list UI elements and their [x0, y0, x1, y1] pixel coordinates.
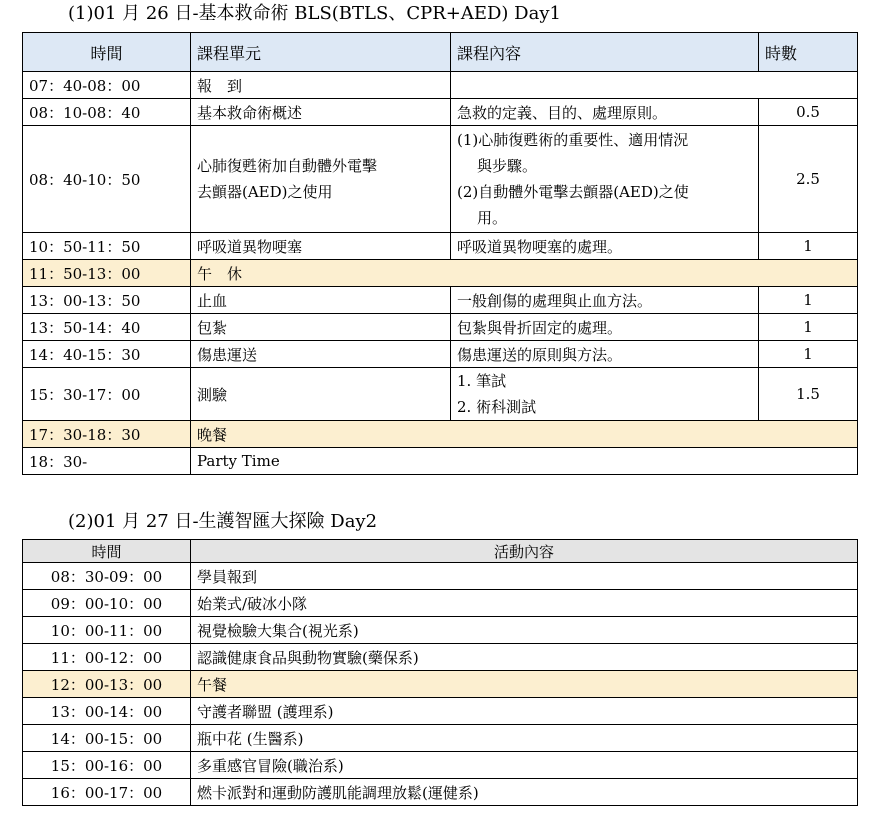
row-hours: 1 — [759, 233, 858, 260]
row-hours: 1.5 — [759, 368, 858, 421]
row-time: 15：30-17：00 — [23, 368, 191, 421]
table-row-break — [23, 671, 858, 698]
row-unit: 止血 — [191, 287, 451, 314]
table-row — [23, 644, 858, 671]
row-time: 08：10-08：40 — [23, 99, 191, 126]
row-activity: 午餐 — [191, 671, 858, 698]
row-content: 一般創傷的處理與止血方法。 — [451, 287, 759, 314]
header-content: 課程內容 — [451, 33, 759, 72]
table-row — [23, 314, 858, 341]
table-row — [23, 725, 858, 752]
row-time: 14：00-15：00 — [23, 725, 191, 752]
row-content: 呼吸道異物哽塞的處理。 — [451, 233, 759, 260]
row-activity: 認識健康食品與動物實驗(藥保系) — [191, 644, 858, 671]
row-time: 07：40-08：00 — [23, 72, 191, 99]
content-line: 用。 — [477, 209, 508, 227]
day2-schedule-table — [22, 539, 858, 806]
header-time: 時間 — [23, 540, 191, 563]
row-activity: 學員報到 — [191, 563, 858, 590]
row-unit: 包紮 — [191, 314, 451, 341]
row-content: 傷患運送的原則與方法。 — [451, 341, 759, 368]
row-time: 15：00-16：00 — [23, 752, 191, 779]
table-row — [23, 698, 858, 725]
row-content — [451, 72, 858, 99]
row-activity: 視覺檢驗大集合(視光系) — [191, 617, 858, 644]
row-content — [451, 126, 759, 233]
table-row — [23, 341, 858, 368]
row-time: 09：00-10：00 — [23, 590, 191, 617]
row-unit: 基本救命術概述 — [191, 99, 451, 126]
row-hours: 1 — [759, 341, 858, 368]
content-line: (1)心肺復甦術的重要性、適用情況 — [457, 131, 689, 149]
table-row — [23, 617, 858, 644]
header-hours: 時數 — [759, 33, 858, 72]
table-row — [23, 287, 858, 314]
section2-title: (2)01 月 27 日-生護智匯大探險 Day2 — [68, 511, 378, 532]
row-unit: Party Time — [191, 448, 858, 475]
row-unit: 報 到 — [191, 72, 451, 99]
unit-line: 心肺復甦術加自動體外電擊 — [197, 157, 378, 175]
row-unit — [191, 126, 451, 233]
row-hours: 1 — [759, 287, 858, 314]
content-line: (2)自動體外電擊去顫器(AED)之使 — [457, 183, 689, 201]
row-time: 11：50-13：00 — [23, 260, 191, 287]
header-unit: 課程單元 — [191, 33, 451, 72]
row-time: 14：40-15：30 — [23, 341, 191, 368]
row-time: 08：40-10：50 — [23, 126, 191, 233]
row-activity: 多重感官冒險(職治系) — [191, 752, 858, 779]
row-time: 16：00-17：00 — [23, 779, 191, 806]
table-row — [23, 72, 858, 99]
row-time: 17：30-18：30 — [23, 421, 191, 448]
day1-schedule-table — [22, 32, 858, 475]
row-hours: 0.5 — [759, 99, 858, 126]
row-unit: 傷患運送 — [191, 341, 451, 368]
row-content: 急救的定義、目的、處理原則。 — [451, 99, 759, 126]
table-row-break — [23, 421, 858, 448]
row-unit: 晚餐 — [191, 421, 858, 448]
table-row-break — [23, 260, 858, 287]
row-time: 18：30- — [23, 448, 191, 475]
row-time: 08：30-09：00 — [23, 563, 191, 590]
table-row — [23, 752, 858, 779]
row-unit: 呼吸道異物哽塞 — [191, 233, 451, 260]
table-row — [23, 590, 858, 617]
row-activity: 守護者聯盟 (護理系) — [191, 698, 858, 725]
row-activity: 始業式/破冰小隊 — [191, 590, 858, 617]
table-row — [23, 563, 858, 590]
table-row — [23, 233, 858, 260]
row-time: 13：00-13：50 — [23, 287, 191, 314]
row-unit: 測驗 — [191, 368, 451, 421]
row-hours: 2.5 — [759, 126, 858, 233]
content-line: 1. 筆試 — [457, 372, 507, 390]
row-time: 10：00-11：00 — [23, 617, 191, 644]
row-content — [451, 368, 759, 421]
row-time: 11：00-12：00 — [23, 644, 191, 671]
section1-title: (1)01 月 26 日-基本救命術 BLS(BTLS、CPR+AED) Day1 — [68, 3, 561, 24]
unit-line: 去顫器(AED)之使用 — [197, 183, 333, 201]
table-row — [23, 448, 858, 475]
table-row — [23, 99, 858, 126]
row-time: 13：00-14：00 — [23, 698, 191, 725]
row-time: 13：50-14：40 — [23, 314, 191, 341]
row-time: 10：50-11：50 — [23, 233, 191, 260]
table-row — [23, 779, 858, 806]
row-hours: 1 — [759, 314, 858, 341]
table-row — [23, 368, 858, 421]
header-activity: 活動內容 — [191, 540, 858, 563]
table-header-row — [23, 33, 858, 72]
row-activity: 瓶中花 (生醫系) — [191, 725, 858, 752]
table-row — [23, 126, 858, 233]
table-header-row — [23, 540, 858, 563]
row-time: 12：00-13：00 — [23, 671, 191, 698]
row-content: 包紮與骨折固定的處理。 — [451, 314, 759, 341]
content-line: 2. 術科測試 — [457, 398, 537, 416]
row-activity: 燃卡派對和運動防護肌能調理放鬆(運健系) — [191, 779, 858, 806]
header-time: 時間 — [23, 33, 191, 72]
content-line: 與步驟。 — [477, 157, 538, 175]
row-unit: 午 休 — [191, 260, 858, 287]
